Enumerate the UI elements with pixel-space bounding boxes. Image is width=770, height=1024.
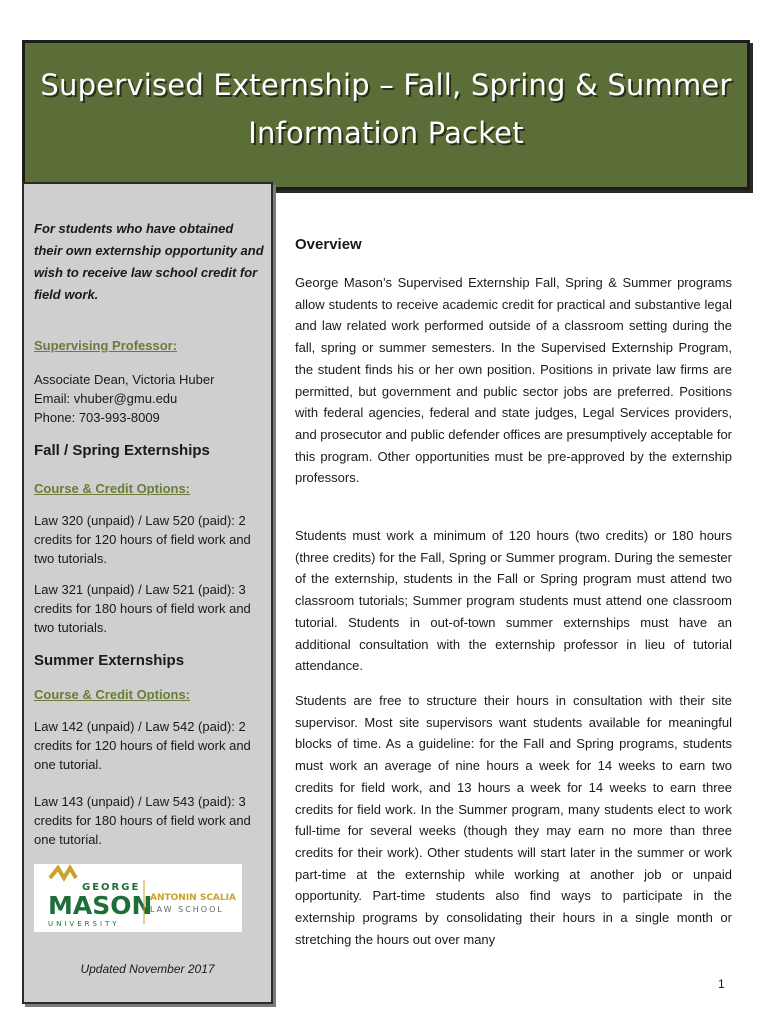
- supervising-professor-heading: Supervising Professor:: [34, 338, 178, 353]
- course-credit-label-fall-spring: Course & Credit Options:: [34, 481, 191, 496]
- title-line-1: Supervised Externship – Fall, Spring & Summer: [40, 68, 732, 102]
- mason-m-mark: [50, 868, 76, 878]
- paragraph-1: George Mason’s Supervised Externship Fall, Spring & Summer programs allow students to receive academic credit for practical and substantive legal and law related work performed outside of a classroom setting during the fall, spring or summer semesters. In the Supervised Externship Program, the student finds his or her own position. Positions in private law firms are permitted, but government and public sector jobs are preferred. Positions with federal agencies, federal and state judges, Legal Services providers, and prosecutor and public defender offices are presumptively acceptable for this program. Other opportunities must be pre-approved by the externship professors.: [295, 275, 732, 486]
- course-credit-label-summer: Course & Credit Options:: [34, 687, 191, 702]
- fall-spring-heading: Fall / Spring Externships: [34, 442, 210, 459]
- logo-george: GEORGE: [82, 882, 141, 893]
- title-banner: [22, 40, 750, 190]
- gmu-logo-icon: [34, 864, 242, 932]
- title-line-2: Information Packet: [248, 116, 524, 150]
- logo-law-school: LAW SCHOOL: [150, 905, 224, 914]
- logo-scalia: ANTONIN SCALIA: [150, 893, 236, 903]
- logo-university: UNIVERSITY: [48, 920, 120, 928]
- logo-mason: MASON: [48, 891, 153, 920]
- fall-spring-option-1: Law 320 (unpaid) / Law 520 (paid): 2 credits for 120 hours of field work and two tutorials.: [34, 513, 251, 566]
- fall-spring-option-2: Law 321 (unpaid) / Law 521 (paid): 3 credits for 180 hours of field work and two tutorials.: [34, 582, 251, 635]
- professor-email[interactable]: Email: vhuber@gmu.edu: [34, 391, 178, 406]
- overview-heading: Overview: [295, 236, 362, 253]
- professor-name: Associate Dean, Victoria Huber: [34, 372, 215, 387]
- summer-option-2: Law 143 (unpaid) / Law 543 (paid): 3 credits for 180 hours of field work and one tutorial.: [34, 794, 251, 847]
- page-number: 1: [718, 977, 725, 991]
- paragraph-3: Students are free to structure their hours in consultation with their site supervisor. Most site supervisors want students available for meaningful blocks of time. As a guideline: for the Fall and Spring programs, students must work an average of nine hours a week for 14 weeks to earn two credits for field work, and 13 hours a week for 14 weeks to earn three credits for field work. In the Summer program, many students elect to work full-time for several weeks (though they may earn no more than three credits for their work). Other students will start later in the summer or work part-time at the externship while working at another job or unpaid opportunity. Part-time students also find ways to participate in the externship programs by consolidating their hours in a single month or stretching the hours out over many: [295, 693, 732, 947]
- page-title: [25, 43, 747, 157]
- summer-option-1: Law 142 (unpaid) / Law 542 (paid): 2 credits for 120 hours of field work and one tutorial.: [34, 719, 251, 772]
- paragraph-2: Students must work a minimum of 120 hours (two credits) or 180 hours (three credits) for the Fall, Spring or Summer program. During the semester of the externship, students in the Fall or Spring program must attend two classroom tutorials; Summer program students must attend one classroom tutorial. Students in out-of-town summer externships must have an additional consultation with the externship professor in lieu of tutorial attendance.: [295, 528, 732, 674]
- sidebar: [22, 182, 273, 1004]
- sidebar-intro: For students who have obtained their own externship opportunity and wish to receive law school credit for field work.: [34, 221, 264, 302]
- summer-heading: Summer Externships: [34, 652, 185, 669]
- gmu-scalia-logo: [34, 864, 242, 932]
- professor-phone: Phone: 703-993-8009: [34, 410, 160, 425]
- updated-date: Updated November 2017: [80, 962, 215, 976]
